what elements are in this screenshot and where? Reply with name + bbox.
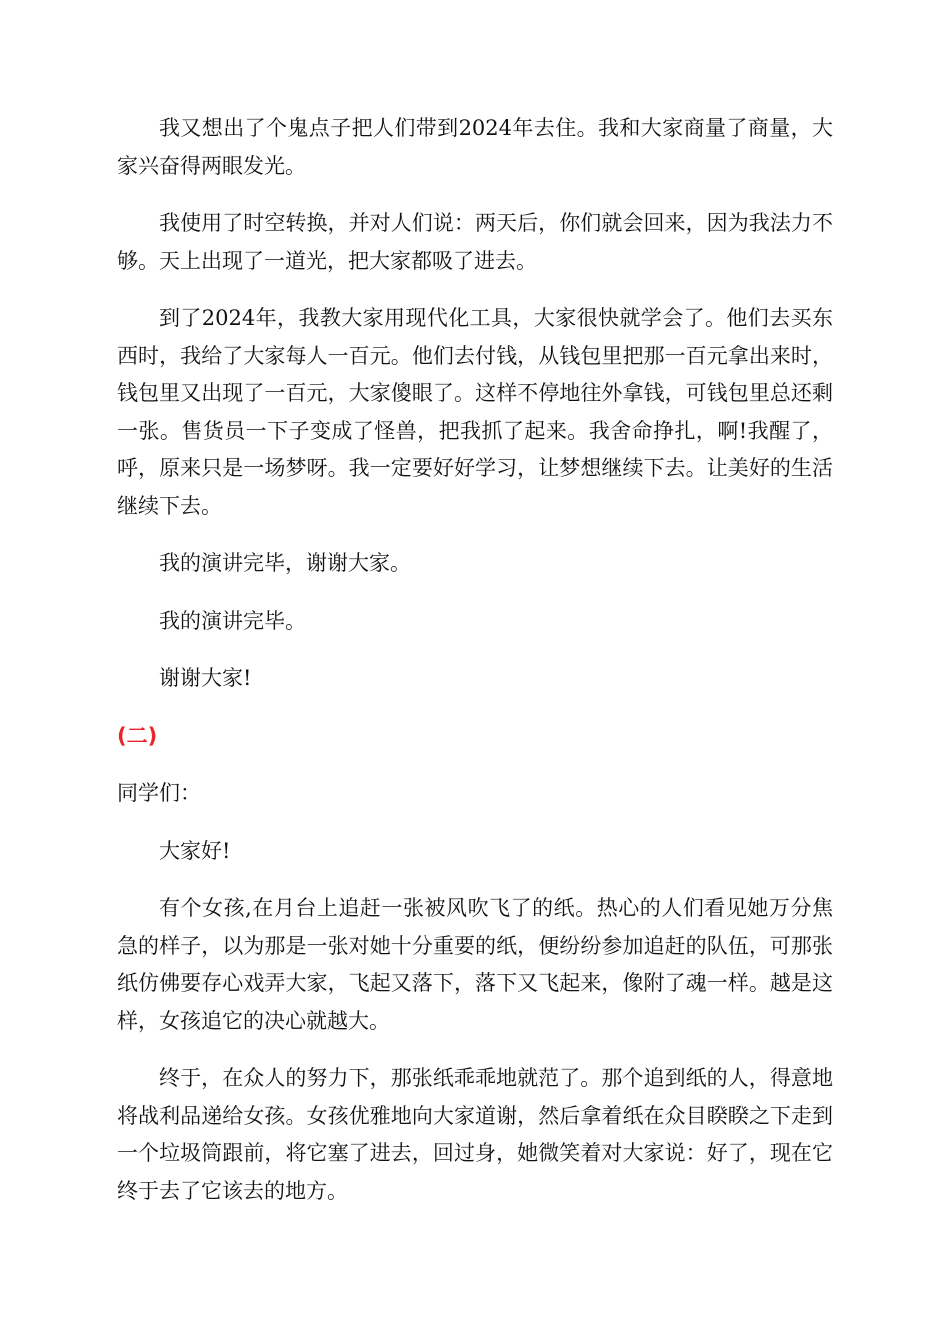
paragraph-girl-chasing-paper: 有个女孩,在月台上追赶一张被风吹飞了的纸。热心的人们看见她万分焦急的样子，以为那是一张对她十分重要的纸，便纷纷参加追赶的队伍，可那张纸仿佛要存心戏弄大家，飞起又落下，落下又飞起来，像附了魂一样。越是这样，女孩追它的决心就越大。: [117, 896, 833, 1033]
paragraph-time-travel: 我使用了时空转换，并对人们说：两天后，你们就会回来，因为我法力不够。天上出现了一道光，把大家都吸了进去。: [117, 211, 833, 273]
paragraph-shopping-dream: 到了2024年，我教大家用现代化工具，大家很快就学会了。他们去买东西时，我给了大家每人一百元。他们去付钱，从钱包里把那一百元拿出来时，钱包里又出现了一百元，大家傻眼了。这样不停地往外拿钱，可钱包里总还剩一张。售货员一下子变成了怪兽，把我抓了起来。我舍命挣扎，啊!我醒了，呼，原来只是一场梦呀。我一定要好好学习，让梦想继续下去。让美好的生活继续下去。: [117, 306, 833, 518]
greeting: 大家好!: [159, 838, 231, 863]
paragraph-speech-end: 我的演讲完毕。: [159, 608, 306, 633]
paragraph-closing-thanks: 我的演讲完毕，谢谢大家。: [159, 551, 411, 575]
paragraph-dream-2024: 我又想出了个鬼点子把人们带到2024年去住。我和大家商量了商量，大家兴奋得两眼发光。: [117, 116, 833, 178]
paragraph-thanks: 谢谢大家!: [159, 666, 252, 690]
paragraph-paper-in-trash: 终于，在众人的努力下，那张纸乖乖地就范了。那个追到纸的人，得意地将战利品递给女孩。女孩优雅地向大家道谢，然后拿着纸在众目睽睽之下走到一个垃圾筒跟前，将它塞了进去，回过身，她微笑着对大家说：好了，现在它终于去了它该去的地方。: [117, 1066, 833, 1203]
section-heading-two: (二): [117, 723, 158, 748]
salutation: 同学们：: [117, 781, 201, 805]
document-page: [117, 110, 833, 1230]
